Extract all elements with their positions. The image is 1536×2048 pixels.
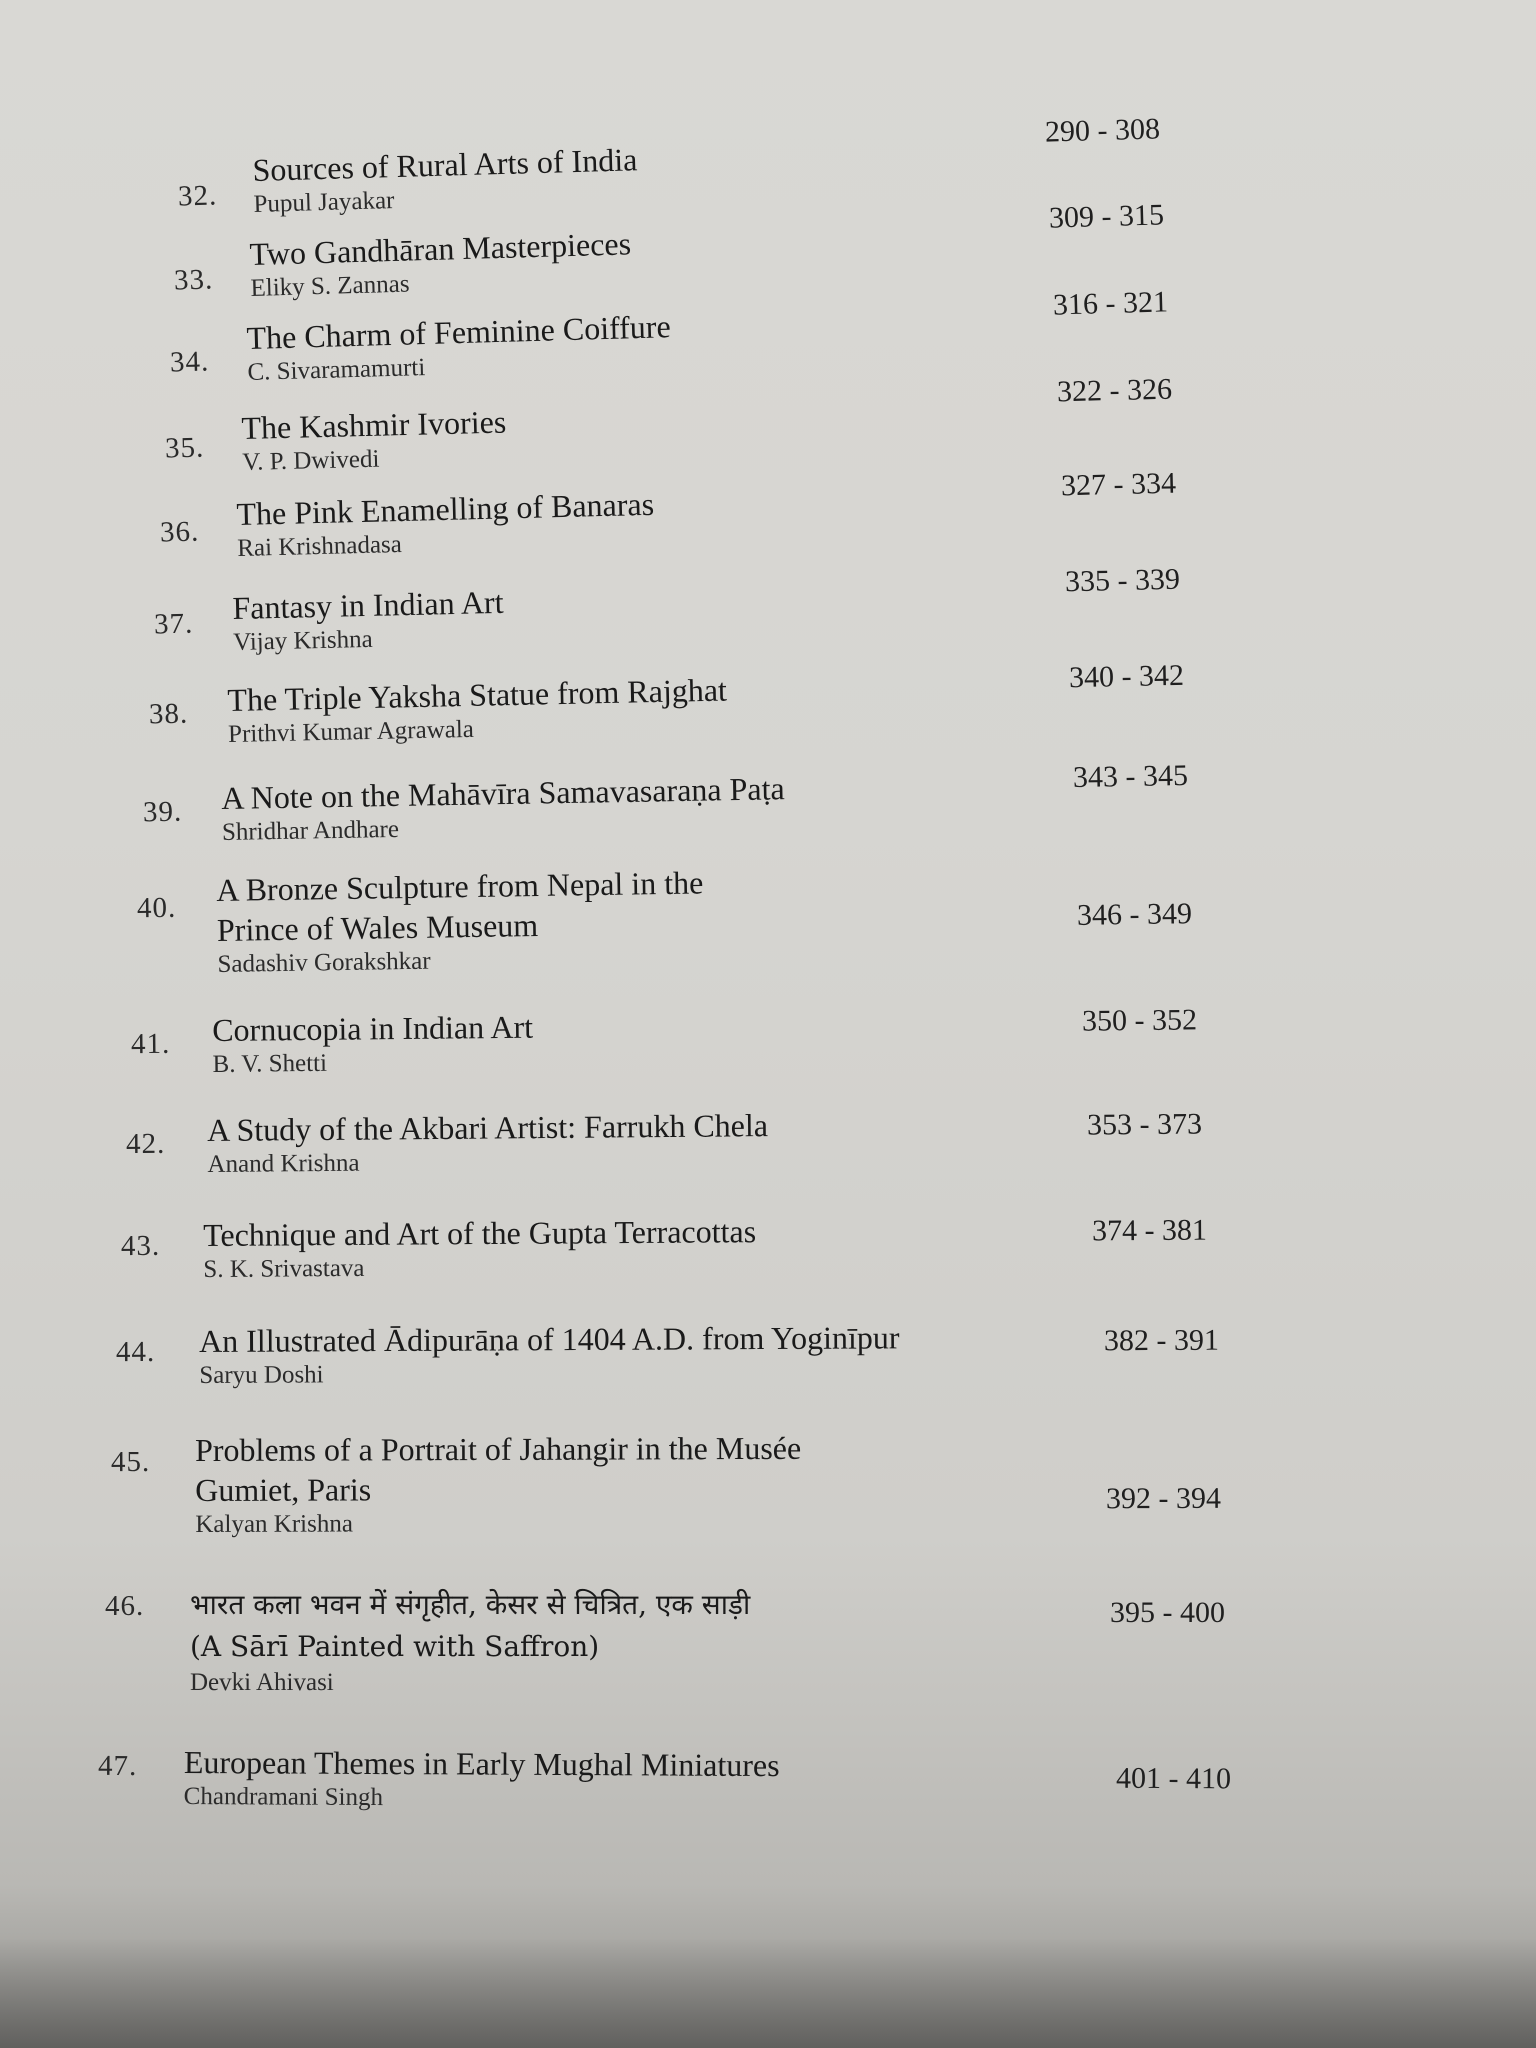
entry-number: 46. [105,1590,145,1622]
entry-author: Prithvi Kumar Agrawala [227,715,475,748]
entry-title: European Themes in Early Mughal Miniatures [183,1744,780,1784]
entry-pages: 290 - 308 [1044,112,1161,149]
entry-title: The Charm of Feminine Coiffure [246,308,672,356]
entry-pages: 401 - 410 [1115,1761,1232,1796]
entry-number: 33. [173,263,214,297]
entry-pages: 309 - 315 [1048,198,1165,235]
entry-pages: 343 - 345 [1072,758,1189,795]
entry-pages: 346 - 349 [1076,897,1193,932]
entry-title: A Study of the Akbari Artist: Farrukh Chela [207,1107,769,1148]
entry-author: Vijay Krishna [232,625,373,656]
entry-title: Cornucopia in Indian Art [212,1008,534,1048]
entry-pages: 392 - 394 [1105,1481,1222,1516]
entry-author: V. P. Dwivedi [242,445,380,476]
entry-author: Kalyan Krishna [195,1510,353,1538]
entry-title: The Pink Enamelling of Banaras [236,485,655,532]
entry-author: Sadashiv Gorakshkar [217,947,431,978]
entry-pages: 327 - 334 [1060,466,1177,503]
entry-pages: 340 - 342 [1068,658,1185,695]
entry-number: 45. [110,1445,151,1479]
entry-number: 38. [148,697,189,731]
entry-pages: 322 - 326 [1056,372,1173,409]
entry-title: A Note on the Mahāvīra Samavasaraṇa Paṭa [221,770,785,816]
entry-pages: 395 - 400 [1110,1596,1225,1629]
entry-number: 42. [125,1127,166,1161]
entry-number: 39. [142,795,183,829]
entry-author: C. Sivaramamurti [247,354,426,386]
entry-author: Anand Krishna [207,1149,360,1178]
entry-author: S. K. Srivastava [203,1254,365,1283]
entry-pages: 316 - 321 [1052,285,1169,322]
entry-pages: 374 - 381 [1091,1213,1208,1248]
entry-number: 40. [136,891,177,925]
entry-title: Fantasy in Indian Art [232,583,504,626]
entry-pages: 350 - 352 [1081,1003,1198,1038]
entry-number: 44. [115,1335,156,1369]
entry-title: The Triple Yaksha Statue from Rajghat [227,671,728,718]
entry-number: 43. [120,1229,161,1263]
entry-number: 36. [159,515,200,549]
entry-number: 35. [164,431,205,465]
entry-pages: 353 - 373 [1086,1107,1203,1142]
entry-title: A Bronze Sculpture from Nepal in the Prince of Wales Museum [216,864,704,948]
entry-author: Saryu Doshi [199,1361,324,1389]
entry-title: The Kashmir Ivories [241,403,507,446]
entry-author: Eliky S. Zannas [250,270,410,302]
entry-title: भारत कला भवन में संगृहीत, केसर से चित्रित, एक साड़ी (A Sārī Painted with Saffron) [190,1588,751,1663]
entry-title: Technique and Art of the Gupta Terracottas [203,1213,757,1253]
entry-number: 32. [177,179,218,213]
entry-author: Chandramani Singh [183,1782,384,1812]
entry-number: 47. [97,1749,138,1783]
entry-number: 41. [130,1027,171,1061]
entry-number: 34. [169,345,210,379]
page-shadow [0,1938,1536,2048]
entry-title: An Illustrated Ādipurāṇa of 1404 A.D. from Yoginīpur [199,1319,900,1359]
entry-number: 37. [153,607,194,641]
entry-title: Problems of a Portrait of Jahangir in the Musée Gumiet, Paris [195,1429,802,1508]
entry-author: Devki Ahivasi [190,1669,334,1696]
entry-title: Two Gandhāran Masterpieces [249,225,632,272]
entry-author: Rai Krishnadasa [237,530,403,562]
entry-author: B. V. Shetti [212,1049,328,1078]
entry-title: Sources of Rural Arts of India [252,141,638,188]
entry-pages: 382 - 391 [1103,1323,1220,1358]
entry-author: Pupul Jayakar [253,187,395,218]
entry-author: Shridhar Andhare [221,815,400,846]
entry-pages: 335 - 339 [1064,562,1181,599]
